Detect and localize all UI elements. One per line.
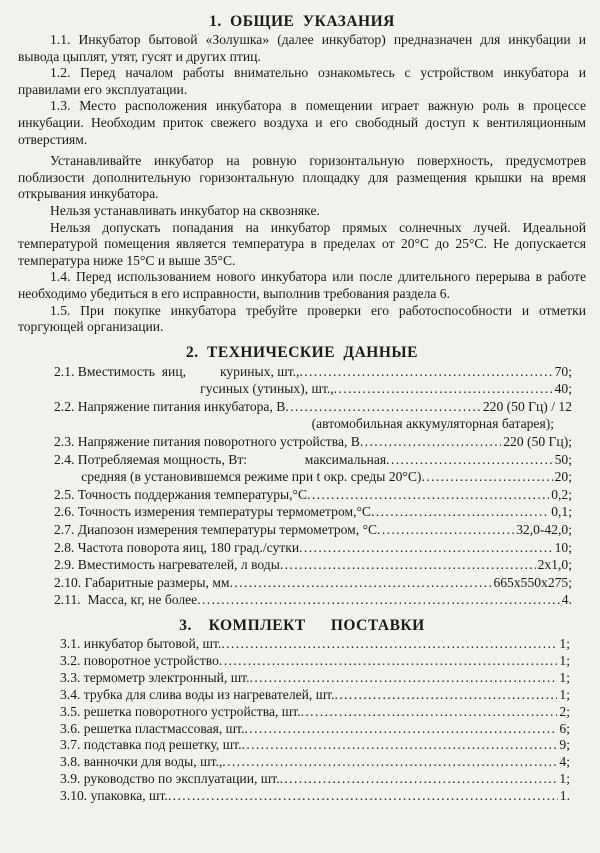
spec-row: 2.4. Потребляемая мощность, Вт: максимальная . . . 50;	[54, 451, 572, 469]
kit-row: 3.8. ванночки для воды, шт., . . . 4;	[60, 754, 570, 771]
section2-title: 2. ТЕХНИЧЕСКИЕ ДАННЫЕ	[186, 343, 418, 361]
section1-title: 1. ОБЩИЕ УКАЗАНИЯ	[209, 13, 395, 30]
spec-note: (автомобильная аккумуляторная батарея);	[311, 416, 554, 432]
spec-list	[18, 363, 586, 609]
spec-row: 2.10. Габаритные размеры, мм . . . 665х550х275;	[54, 574, 572, 592]
spec-row: 2.9. Вместимость нагревателей, л воды . . . 2х1,0;	[54, 556, 572, 574]
paragraph-1-3: 1.3. Место расположения инкубатора в помещении играет важную роль в процессе инкубации. Необходим приток свежего воздуха и его свободный доступ к вентиляционным отверстиям.	[18, 98, 586, 147]
kit-row: 3.3. термометр электронный, шт. . . . 1;	[60, 670, 570, 687]
kit-row: 3.7. подставка под решетку, шт. . . . 9;	[60, 737, 570, 754]
spec-row: 2.2. Напряжение питания инкубатора, В . . . 220 (50 Гц) / 12	[54, 398, 572, 416]
paragraph-1-2: 1.2. Перед началом работы внимательно ознакомьтесь с устройством инкубатора и правилами его эксплуатации.	[18, 65, 586, 97]
kit-row: 3.9. руководство по эксплуатации, шт. . . . 1;	[60, 771, 570, 788]
spec-row: гусиных (утиных), шт., . . . 40;	[54, 380, 572, 398]
kit-row: 3.1. инкубатор бытовой, шт. . . . 1;	[60, 636, 570, 653]
spec-row: 2.1. Вместимость яиц, куриных, шт., . . . 70;	[54, 363, 572, 381]
kit-row: 3.6. решетка пластмассовая, шт. . . . 6;	[60, 721, 570, 738]
paragraph-placement: Устанавливайте инкубатор на ровную горизонтальную поверхность, предусмотрев поблизости дополнительную горизонтальную площадку для размещения крышки на время открывания инкубатора.	[18, 153, 586, 202]
paragraph-sunlight: Нельзя допускать попадания на инкубатор прямых солнечных лучей. Идеальной температурой помещения является температура в пределах от 20°С до 25°С. Не допускается температура ниже 15°С и выше 35°С.	[18, 219, 586, 268]
paragraph-1-5: 1.5. При покупке инкубатора требуйте проверки его работоспособности и отметки торгующей организации.	[18, 302, 586, 335]
paragraph-1-4: 1.4. Перед использованием нового инкубатора или после длительного перерыва в работе необходимо убедиться в его исправности, выполнив требования раздела 6.	[18, 269, 586, 301]
spec-row: 2.6. Точность измерения температуры термометром,°С . . . 0,1;	[54, 503, 572, 521]
spec-row: 2.7. Диапозон измерения температуры термометром, °С . . . 32,0-42,0;	[54, 521, 572, 539]
spec-row: 2.8. Частота поворота яиц, 180 град./сутки . . . 10;	[54, 539, 572, 557]
paragraph-1-1: 1.1. Инкубатор бытовой «Золушка» (далее инкубатор) предназначен для инкубации и вывода цыплят, утят, гусят и других птиц.	[18, 32, 586, 64]
kit-row: 3.10. упаковка, шт. . . . 1.	[60, 788, 570, 805]
section1-body	[18, 32, 586, 336]
paragraph-draft: Нельзя устанавливать инкубатор на сквозняке.	[50, 202, 320, 218]
kit-list	[18, 636, 586, 805]
spec-row: 2.3. Напряжение питания поворотного устройства, В . . . 220 (50 Гц);	[54, 433, 572, 451]
section3-title: 3. КОМПЛЕКТ ПОСТАВКИ	[179, 617, 425, 634]
kit-row: 3.5. решетка поворотного устройства, шт. . . . 2;	[60, 704, 570, 721]
kit-row: 3.2. поворотное устройство . . . 1;	[60, 653, 570, 670]
spec-row: средняя (в установившемся режиме при t окр. среды 20°С) . . . 20;	[54, 468, 572, 486]
spec-row: 2.5. Точность поддержания температуры,°С . . . 0,2;	[54, 486, 572, 504]
spec-row: 2.11. Масса, кг, не более . . . 4.	[54, 591, 572, 609]
kit-row: 3.4. трубка для слива воды из нагревателей, шт. . . . 1;	[60, 687, 570, 704]
